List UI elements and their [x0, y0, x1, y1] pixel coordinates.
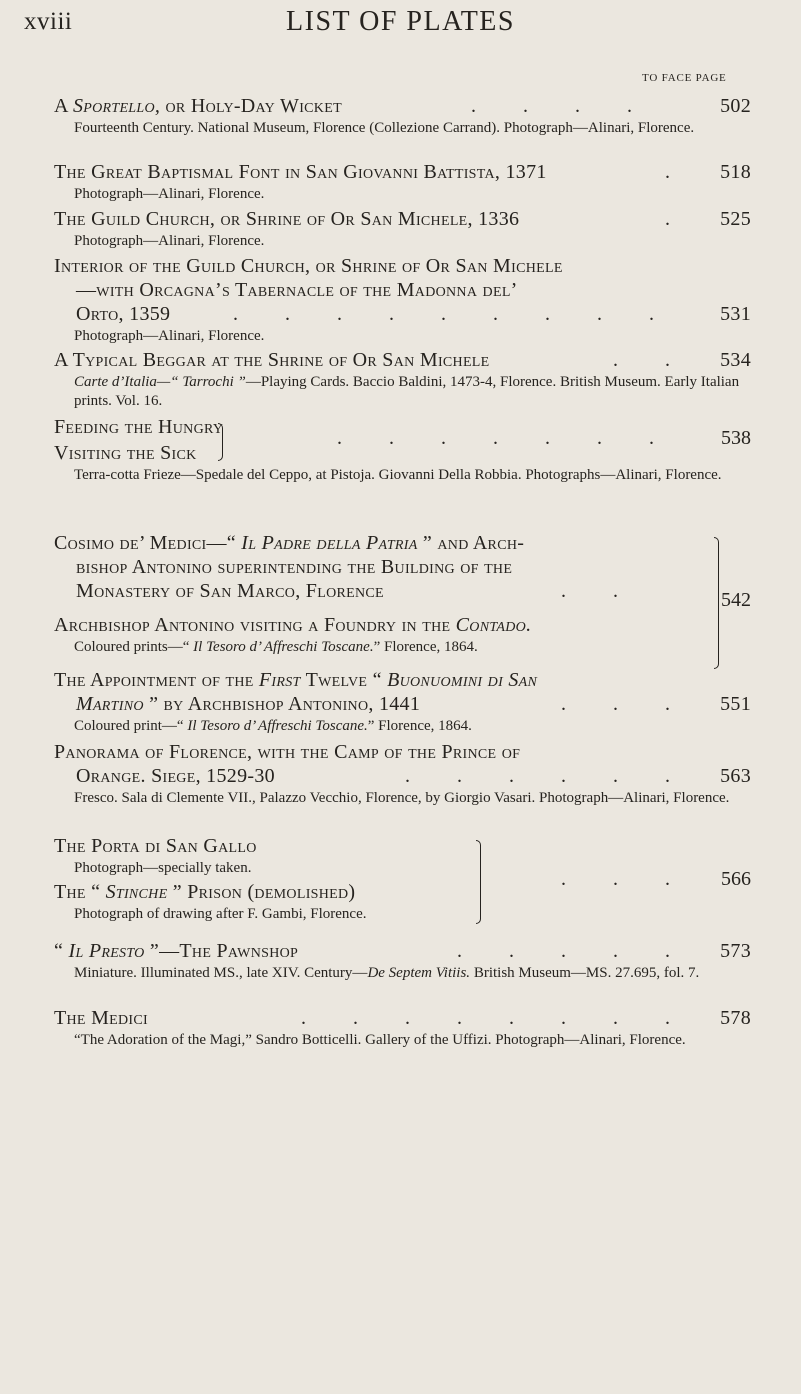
plate-title: The Great Baptismal Font in San Giovanni Battista, 1371 . 518 — [54, 161, 751, 183]
plate-title: Interior of the Guild Church, or Shrine of Or San Michele — [54, 255, 563, 277]
brace — [218, 423, 223, 461]
plate-caption: Photograph—specially taken. — [74, 860, 252, 876]
plate-caption: Carte d’Italia—“ Tarrochi ”—Playing Cards. Baccio Baldini, 1473-4, Florence. British Museum. Early Italian prints. Vol. 16. — [74, 374, 740, 409]
plate-entry — [54, 207, 749, 251]
leader-dots: . — [665, 161, 691, 183]
leader-dots: . . — [561, 580, 639, 602]
page-ref: 566 — [721, 868, 751, 890]
plate-caption: Photograph of drawing after F. Gambi, Florence. — [74, 906, 367, 922]
leader-dots: . . . . — [471, 95, 653, 117]
plate-title: The Guild Church, or Shrine of Or San Michele, 1336 . 525 — [54, 208, 751, 230]
leader-dots: . . . — [561, 693, 691, 715]
plate-title-cont: Monastery of San Marco, Florence . . — [76, 580, 639, 602]
plate-title-cont: Martino ” by Archbishop Antonino, 1441 . . . 551 — [76, 693, 751, 715]
plate-title: The “ Stinche ” Prison (demolished) — [54, 881, 356, 903]
plate-entry — [54, 834, 749, 924]
plate-caption: Photograph—Alinari, Florence. — [74, 233, 265, 249]
page-ref: 534 — [720, 349, 751, 371]
plate-entry — [54, 160, 749, 204]
leader-dots: . . . — [561, 868, 691, 890]
plate-entry — [54, 668, 749, 736]
page-title: LIST OF PLATES — [286, 6, 515, 37]
plate-caption: Photograph—Alinari, Florence. — [74, 186, 265, 202]
leader-dots: . . . . . . . — [337, 427, 675, 449]
page-ref: 542 — [721, 589, 751, 611]
plate-entry — [54, 94, 749, 138]
plate-title: Archbishop Antonino visiting a Foundry in the Contado. — [54, 614, 532, 636]
plate-caption: Coloured print—“ Il Tesoro d’ Affreschi Toscane.” Florence, 1864. — [74, 718, 472, 734]
plate-title-cont: Orto, 1359 . . . . . . . . . 531 — [76, 303, 751, 325]
brace — [714, 537, 719, 669]
column-head: TO FACE PAGE — [642, 72, 727, 84]
leader-dots: . . . . . . . . — [301, 1007, 691, 1029]
leader-dots: . — [665, 208, 691, 230]
plate-title: Panorama of Florence, with the Camp of the Prince of — [54, 741, 521, 763]
plate-title: Cosimo de’ Medici—“ Il Padre della Patria ” and Arch- — [54, 532, 525, 554]
plate-title: The Medici . . . . . . . . 578 — [54, 1007, 751, 1029]
page-ref: 502 — [720, 95, 751, 117]
page-ref: 563 — [720, 765, 751, 787]
plate-title: Visiting the Sick — [54, 442, 197, 464]
plate-title: A Sportello, or Holy-Day Wicket . . . . 502 — [54, 95, 751, 117]
plate-caption: “The Adoration of the Magi,” Sandro Botticelli. Gallery of the Uffizi. Photograph—Alinari, Florence. — [74, 1032, 686, 1048]
plate-title-cont: Orange. Siege, 1529-30 . . . . . . 563 — [76, 765, 751, 787]
page-ref: 551 — [720, 693, 751, 715]
page-number: xviii — [24, 8, 73, 35]
leader-dots: . . — [613, 349, 691, 371]
leader-dots: . . . . . — [457, 940, 691, 962]
leader-dots: . . . . . . — [405, 765, 691, 787]
plate-title: Feeding the Hungry — [54, 416, 224, 438]
page-ref: 525 — [720, 208, 751, 230]
plate-entry — [54, 1006, 749, 1050]
plate-title: The Appointment of the First Twelve “ Buonuomini di San — [54, 669, 538, 691]
plate-title: A Typical Beggar at the Shrine of Or San Michele . . 534 — [54, 349, 751, 371]
page-ref: 573 — [720, 940, 751, 962]
plate-title-cont: —with Orcagna’s Tabernacle of the Madonna del’ — [76, 279, 518, 301]
page-ref: 531 — [720, 303, 751, 325]
plate-title: The Porta di San Gallo — [54, 835, 257, 857]
plate-caption: Coloured prints—“ Il Tesoro d’ Affreschi Toscane.” Florence, 1864. — [74, 639, 478, 655]
plate-entry — [54, 531, 749, 657]
plate-caption: Fourteenth Century. National Museum, Florence (Collezione Carrand). Photograph—Alinari, Florence. — [74, 120, 695, 136]
plate-caption: Photograph—Alinari, Florence. — [74, 328, 265, 344]
plate-title: “ Il Presto ”—The Pawnshop . . . . . 573 — [54, 940, 751, 962]
plate-title-cont: bishop Antonino superintending the Building of the — [76, 556, 513, 578]
page-ref: 518 — [720, 161, 751, 183]
page-ref: 578 — [720, 1007, 751, 1029]
brace — [476, 840, 481, 924]
plate-entry — [54, 415, 749, 485]
plate-entry — [54, 740, 749, 808]
plate-entry — [54, 254, 749, 346]
plate-entry — [54, 348, 749, 411]
page-ref: 538 — [721, 427, 751, 449]
plate-caption: Terra-cotta Frieze—Spedale del Ceppo, at Pistoja. Giovanni Della Robbia. Photographs—Alinari, Florence. — [74, 467, 722, 483]
plate-caption: Miniature. Illuminated MS., late XIV. Century—De Septem Vitiis. British Museum—MS. 27.695, fol. 7. — [74, 965, 700, 981]
plate-entry — [54, 939, 749, 983]
plate-caption: Fresco. Sala di Clemente VII., Palazzo Vecchio, Florence, by Giorgio Vasari. Photograph—Alinari, Florence. — [74, 790, 730, 806]
leader-dots: . . . . . . . . . — [233, 303, 675, 325]
